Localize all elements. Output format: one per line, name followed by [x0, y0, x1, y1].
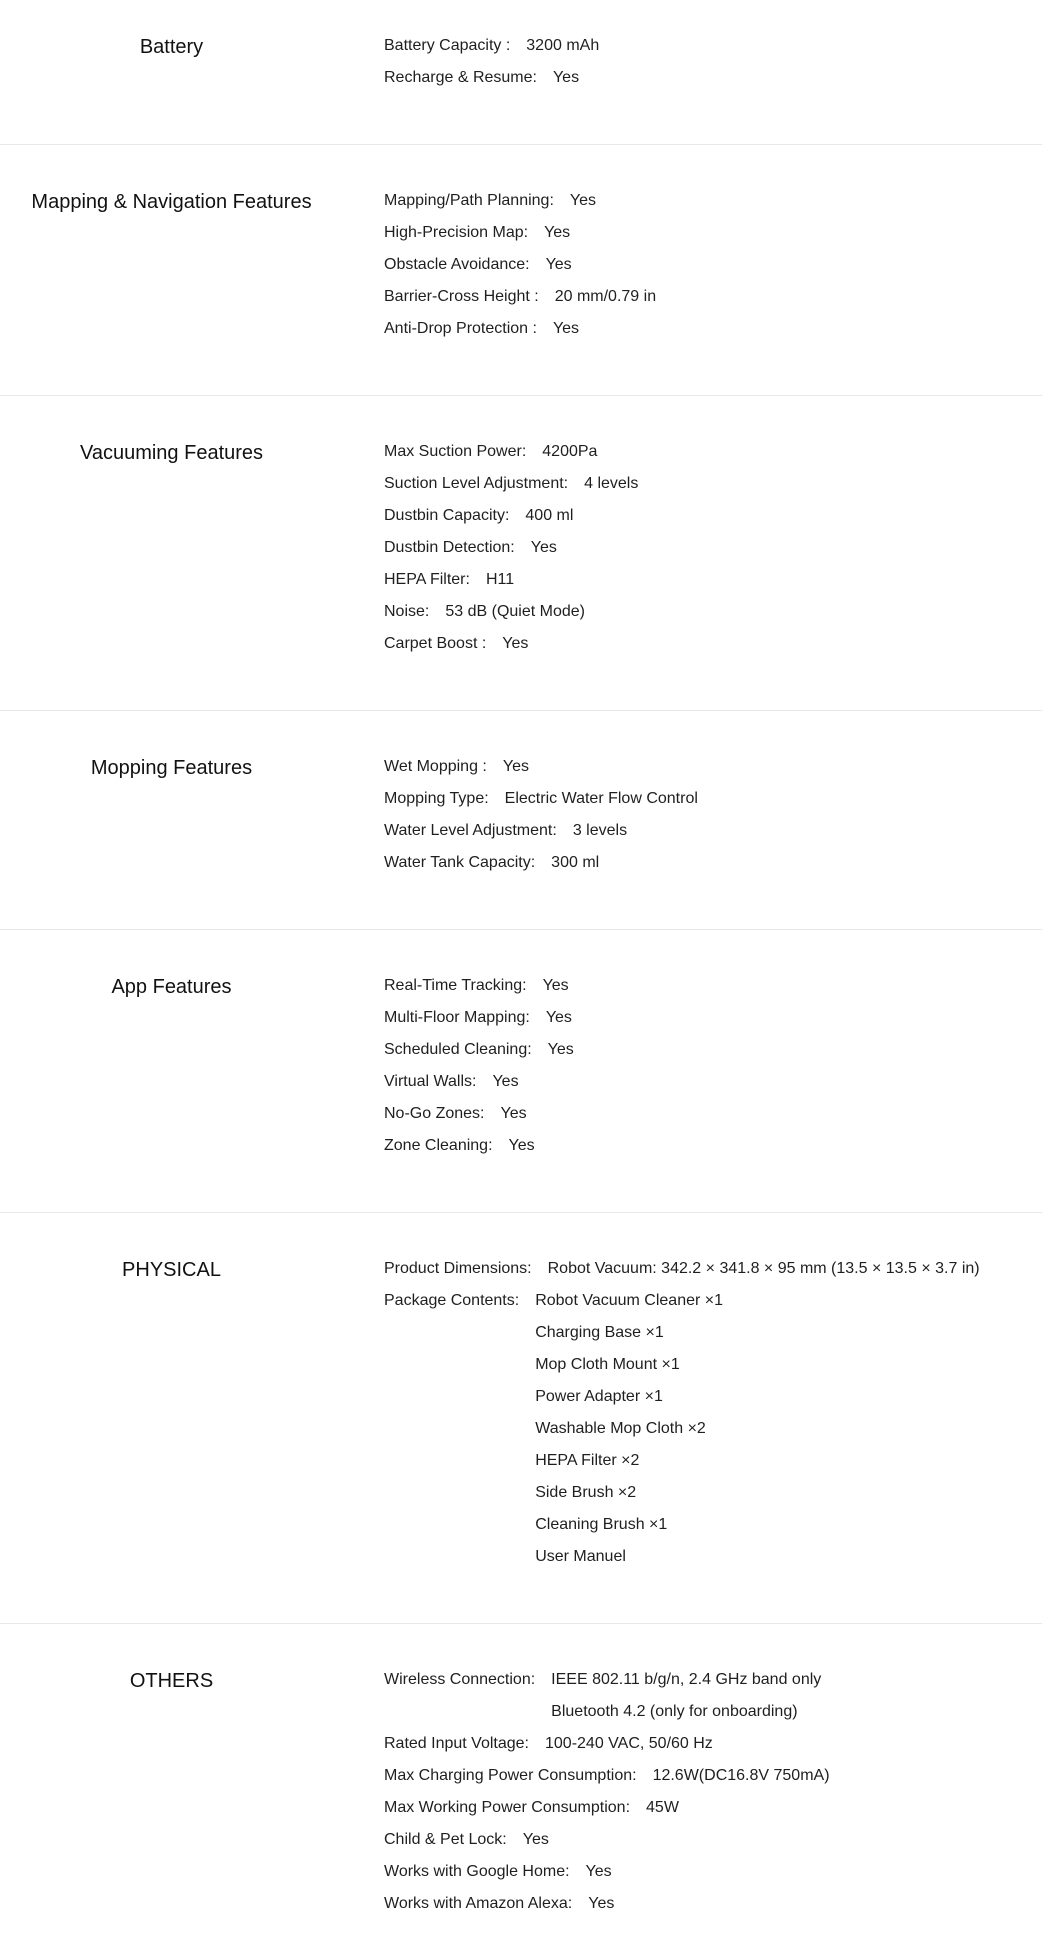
spec-row	[384, 185, 1002, 217]
spec-value: Yes	[502, 758, 529, 775]
spec-label: Dustbin Capacity:	[384, 507, 510, 524]
spec-label: Carpet Boost :	[384, 635, 487, 652]
spec-values	[551, 1664, 821, 1728]
package-item: Mop Cloth Mount ×1	[535, 1356, 680, 1373]
section-title: Vacuuming Features	[79, 442, 264, 464]
spec-label: Virtual Walls:	[384, 1073, 477, 1090]
spec-value: Bluetooth 4.2 (only for onboarding)	[551, 1703, 798, 1720]
spec-value: Yes	[547, 1041, 574, 1058]
spec-label: Mapping/Path Planning:	[384, 192, 554, 209]
spec-value: 20 mm/0.79 in	[554, 288, 657, 305]
spec-value: IEEE 802.11 b/g/n, 2.4 GHz band only	[551, 1671, 822, 1688]
spec-label: Wireless Connection:	[384, 1671, 536, 1688]
spec-label: Battery Capacity :	[384, 37, 511, 54]
spec-row	[384, 751, 1002, 783]
spec-value: Yes	[569, 192, 597, 209]
spec-label: Anti-Drop Protection :	[384, 320, 537, 337]
spec-row	[384, 970, 1002, 1002]
package-item: User Manuel	[535, 1548, 626, 1565]
section-mopping	[0, 711, 1042, 930]
spec-row	[384, 1002, 1002, 1034]
package-item: Charging Base ×1	[535, 1324, 664, 1341]
spec-label: Max Working Power Consumption:	[384, 1799, 631, 1816]
spec-row	[384, 217, 1002, 249]
spec-list	[384, 1664, 1002, 1920]
spec-label: Package Contents:	[384, 1292, 520, 1309]
spec-label: Works with Amazon Alexa:	[384, 1895, 573, 1912]
spec-label: Water Level Adjustment:	[384, 822, 557, 839]
spec-value: 4200Pa	[542, 443, 598, 460]
spec-list	[384, 970, 1002, 1162]
package-item: Robot Vacuum Cleaner ×1	[535, 1292, 724, 1309]
section-title: PHYSICAL	[122, 1259, 221, 1281]
spec-row	[384, 596, 1002, 628]
spec-value: Yes	[588, 1895, 615, 1912]
spec-list	[384, 185, 1002, 345]
spec-label: Barrier-Cross Height :	[384, 288, 539, 305]
spec-value: Yes	[522, 1831, 549, 1848]
spec-row	[384, 1034, 1002, 1066]
spec-row	[384, 783, 1002, 815]
section-title: Mopping Features	[90, 757, 253, 779]
spec-value: Yes	[552, 69, 580, 86]
spec-value: 45W	[646, 1799, 679, 1816]
spec-row	[384, 62, 1002, 94]
package-item: Washable Mop Cloth ×2	[535, 1420, 706, 1437]
section-title: OTHERS	[129, 1670, 214, 1692]
spec-label: Scheduled Cleaning:	[384, 1041, 532, 1058]
spec-values	[548, 1253, 980, 1285]
spec-value: Robot Vacuum: 342.2 × 341.8 × 95 mm (13.5 × 13.5 × 3.7 in)	[547, 1260, 980, 1277]
spec-value: Yes	[508, 1137, 535, 1154]
section-title: App Features	[111, 976, 232, 998]
spec-label: Wet Mopping :	[384, 758, 487, 775]
spec-value: Yes	[502, 635, 529, 652]
spec-label: Max Charging Power Consumption:	[384, 1767, 637, 1784]
spec-row	[384, 1098, 1002, 1130]
spec-label: HEPA Filter:	[384, 571, 470, 588]
spec-label: High-Precision Map:	[384, 224, 529, 241]
section-mapping-navigation	[0, 145, 1042, 396]
spec-row	[384, 1760, 1002, 1792]
spec-value: Electric Water Flow Control	[504, 790, 698, 807]
spec-label: Product Dimensions:	[384, 1260, 532, 1277]
spec-label: Max Suction Power:	[384, 443, 527, 460]
spec-row	[384, 532, 1002, 564]
spec-row	[384, 500, 1002, 532]
section-physical	[0, 1213, 1042, 1624]
spec-label: Child & Pet Lock:	[384, 1831, 507, 1848]
spec-row	[384, 564, 1002, 596]
spec-row	[384, 436, 1002, 468]
spec-row	[384, 628, 1002, 660]
spec-row	[384, 847, 1002, 879]
spec-row	[384, 1728, 1002, 1760]
spec-value: Yes	[545, 256, 572, 273]
spec-value: Yes	[530, 539, 557, 556]
spec-value: Yes	[542, 977, 569, 994]
spec-label: Water Tank Capacity:	[384, 854, 536, 871]
spec-value: Yes	[585, 1863, 612, 1880]
spec-row	[384, 1664, 1002, 1728]
spec-label: Dustbin Detection:	[384, 539, 515, 556]
spec-value: 300 ml	[551, 854, 600, 871]
spec-row	[384, 1066, 1002, 1098]
spec-row	[384, 313, 1002, 345]
spec-value: 53 dB (Quiet Mode)	[445, 603, 585, 620]
spec-row	[384, 1824, 1002, 1856]
section-battery	[0, 0, 1042, 145]
spec-row	[384, 1285, 1002, 1573]
package-item: Cleaning Brush ×1	[535, 1516, 668, 1533]
spec-row	[384, 468, 1002, 500]
spec-label: Rated Input Voltage:	[384, 1735, 529, 1752]
spec-label: Zone Cleaning:	[384, 1137, 493, 1154]
section-title: Battery	[139, 36, 204, 58]
spec-label: Obstacle Avoidance:	[384, 256, 530, 273]
spec-value: 12.6W(DC16.8V 750mA)	[652, 1767, 830, 1784]
spec-row	[384, 1856, 1002, 1888]
spec-value: Yes	[500, 1105, 527, 1122]
package-item: Power Adapter ×1	[535, 1388, 663, 1405]
spec-row	[384, 281, 1002, 313]
spec-value: Yes	[544, 224, 571, 241]
spec-list	[384, 751, 1002, 879]
spec-label: No-Go Zones:	[384, 1105, 485, 1122]
spec-label: Recharge & Resume:	[384, 69, 537, 86]
package-item: HEPA Filter ×2	[535, 1452, 640, 1469]
spec-value: Yes	[552, 320, 580, 337]
section-others	[0, 1624, 1042, 1946]
spec-value: 3200 mAh	[526, 37, 600, 54]
spec-value: 400 ml	[525, 507, 574, 524]
package-contents-list	[535, 1285, 723, 1573]
spec-value: H11	[485, 571, 515, 588]
spec-row	[384, 1253, 1002, 1285]
spec-list	[384, 30, 1002, 94]
spec-value: Yes	[492, 1073, 519, 1090]
section-vacuuming	[0, 396, 1042, 711]
package-item: Side Brush ×2	[535, 1484, 637, 1501]
spec-label: Mopping Type:	[384, 790, 489, 807]
spec-row	[384, 249, 1002, 281]
spec-list	[384, 1253, 1002, 1573]
spec-row	[384, 1888, 1002, 1920]
spec-value: Yes	[545, 1009, 572, 1026]
section-app-features	[0, 930, 1042, 1213]
section-title: Mapping & Navigation Features	[31, 191, 312, 213]
spec-label: Works with Google Home:	[384, 1863, 570, 1880]
spec-label: Multi-Floor Mapping:	[384, 1009, 530, 1026]
spec-row	[384, 30, 1002, 62]
spec-list	[384, 436, 1002, 660]
spec-row	[384, 1792, 1002, 1824]
spec-value: 4 levels	[584, 475, 639, 492]
spec-value: 3 levels	[572, 822, 628, 839]
spec-label: Noise:	[384, 603, 430, 620]
spec-value: 100-240 VAC, 50/60 Hz	[545, 1735, 713, 1752]
spec-label: Real-Time Tracking:	[384, 977, 527, 994]
spec-row	[384, 815, 1002, 847]
spec-label: Suction Level Adjustment:	[384, 475, 569, 492]
spec-row	[384, 1130, 1002, 1162]
